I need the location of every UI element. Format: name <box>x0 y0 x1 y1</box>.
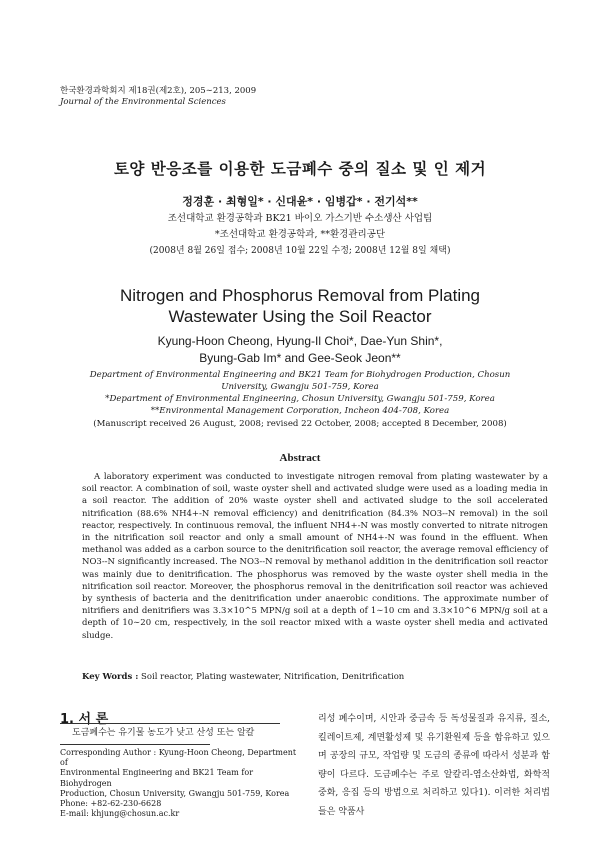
authors-korean: 정경훈 · 최형일* · 신대윤* · 임병갑* · 전기석** <box>182 195 418 208</box>
affiliation-en-2: University, Gwangju 501-759, Korea <box>221 382 379 392</box>
keywords <box>82 672 548 682</box>
affiliation-ko-1: 조선대학교 환경공학과 BK21 바이오 가스기반 수소생산 사업팀 <box>167 213 433 224</box>
affiliation-ko-2: *조선대학교 환경공학과, **환경관리공단 <box>214 229 386 240</box>
keywords-label: Key Words : <box>82 672 139 682</box>
title-korean: 토양 반응조를 이용한 도금폐수 중의 질소 및 인 제거 <box>113 160 487 178</box>
intro-right-text: 리성 폐수이며, 시안과 중금속 등 독성물질과 유지류, 질소, 킬레이트제, 계면활성제 및 유기환원제 등을 함유하고 있으며 공장의 규모, 작업량 및 도금의 종류에 따라서 성분과 함량이 다르다. 도금폐수는 주로 알칼리-염소산화법, 화학적 중화, 응집 등의 방법으로 처리하고 있다1). 이러한 처리법들은 약품사 <box>318 714 550 817</box>
dates-korean: (2008년 8월 26일 접수; 2008년 10월 22일 수정; 2008년 12월 8일 채택) <box>149 246 451 256</box>
title-english-line1: Nitrogen and Phosphorus Removal from Plating <box>119 286 481 305</box>
authors-english-line1: Kyung-Hoon Cheong, Hyung-Il Choi*, Dae-Yun Shin*, <box>157 334 443 348</box>
heading-rule <box>60 723 280 724</box>
journal-name-en: Journal of the Environmental Sciences <box>60 97 226 107</box>
abstract-body: A laboratory experiment was conducted to investigate nitrogen removal from plating wastewater by a soil reactor. A combination of soil, waste oyster shell and activated sludge were used as a loading media in a soil reactor. The addition of 20% waste oyster shell and activated sludge to the soil accelerated nitrification (88.6% NH4+-N removal efficiency) and denitrification (84.3% NO3--N removal) in the soil reactor, respectively. In continuous removal, the influent NH4+-N was mostly converted to nitrate nitrogen in the nitrification soil reactor and only a small amount of NH4+-N was found in the effluent. When methanol was added as a carbon source to the denitrification soil reactor, the average removal efficiency of NO3--N significantly increased. The NO3--N removal by methanol addition in the denitrification soil reactor was mainly due to denitrification. The phosphorus was removed by the waste oyster shell media in the nitrification soil reactor. Moreover, the phosphorus removal in the denitrification soil reactor was achieved by synthesis of bacteria and the denitrification under anaerobic conditions. The approximate number of nitrifiers and denitrifiers was 3.3×10^5 MPN/g soil at a depth of 1∼10 cm and 3.3×10^6 MPN/g soil at a depth of 10∼20 cm, respectively, in the soil reactor mixed with a waste oyster shell media and activated sludge. <box>82 472 548 641</box>
intro-left-text: 도금폐수는 유기물 농도가 낮고 산성 또는 알칼 <box>72 728 255 738</box>
affiliations-english <box>0 369 600 417</box>
manuscript-dates: (Manuscript received 26 August, 2008; revised 22 October, 2008; accepted 8 December, 2008) <box>93 419 507 429</box>
authors-english-line2: Byung-Gab Im* and Gee-Seok Jeon** <box>199 351 401 365</box>
corresponding-email: E-mail: khjung@chosun.ac.kr <box>60 809 180 819</box>
journal-header <box>60 86 256 108</box>
corresponding-line-1: Corresponding Author : Kyung-Hoon Cheong, Department of <box>60 748 297 768</box>
footnote-rule <box>60 744 210 745</box>
affiliation-en-4: **Environmental Management Corporation, Incheon 404-708, Korea <box>150 406 450 416</box>
section-1-heading: 1. 서 론 <box>60 712 109 727</box>
corresponding-line-2: Environmental Engineering and BK21 Team for Biohydrogen <box>60 768 254 788</box>
affiliation-en-3: *Department of Environmental Engineering, Chosun University, Gwangju 501-759, Korea <box>105 394 495 404</box>
title-english <box>0 285 600 327</box>
keywords-text: Soil reactor, Plating wastewater, Nitrification, Denitrification <box>141 672 405 682</box>
corresponding-phone: Phone: +82-62-230-6628 <box>60 799 162 809</box>
title-english-line2: Wastewater Using the Soil Reactor <box>168 307 432 326</box>
corresponding-author <box>60 748 300 819</box>
affiliation-en-1: Department of Environmental Engineering and BK21 Team for Biohydrogen Production, Chosun <box>89 370 511 380</box>
corresponding-line-3: Production, Chosun University, Gwangju 501-759, Korea <box>60 788 290 798</box>
abstract-heading: Abstract <box>279 452 321 464</box>
authors-english <box>0 333 600 367</box>
journal-citation-ko: 한국환경과학회지 제18권(제2호), 205∼213, 2009 <box>60 86 257 96</box>
